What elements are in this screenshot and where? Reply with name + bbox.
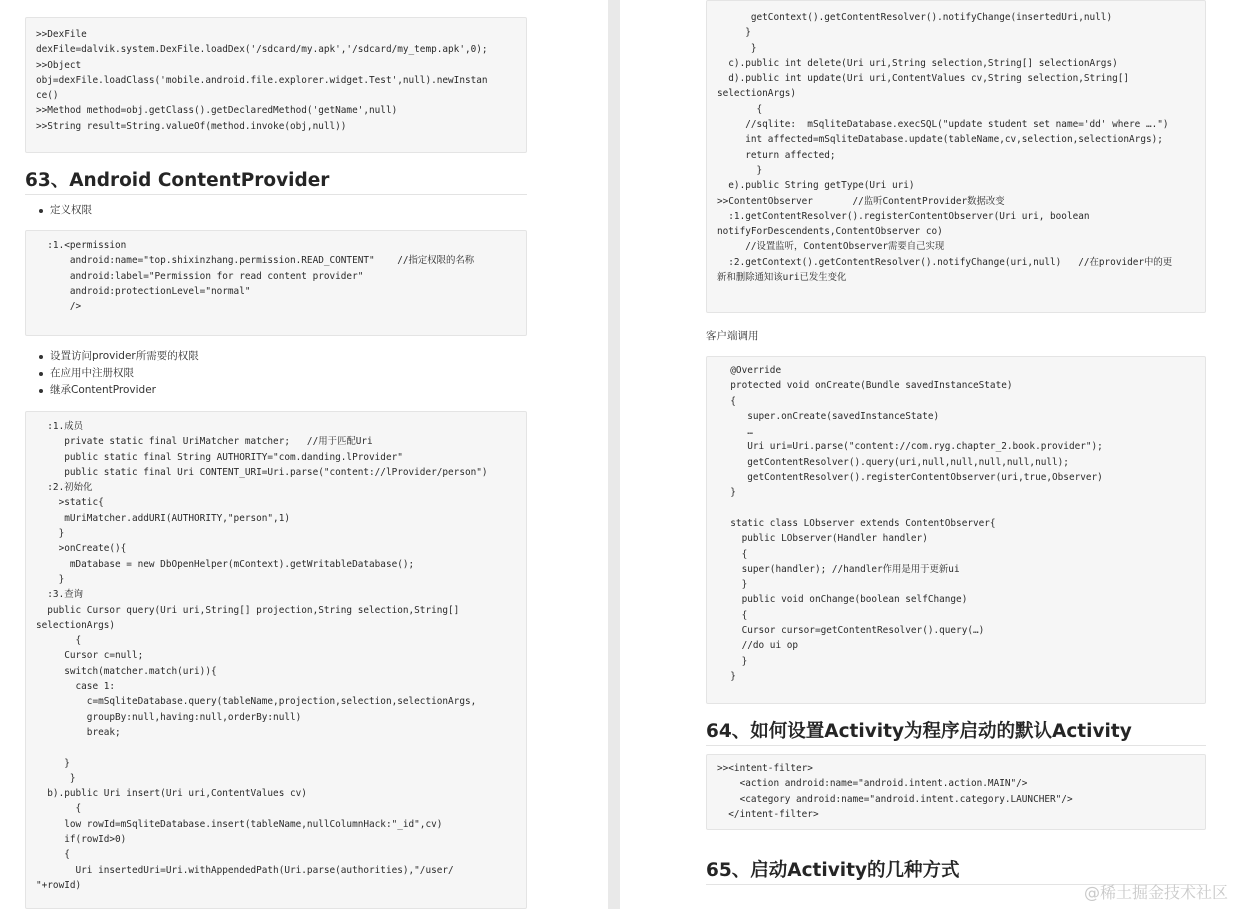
code-line <box>36 740 520 755</box>
code-line: c=mSqliteDatabase.query(tableName,projection,selection,selectionArgs, <box>36 696 477 708</box>
code-line: Uri uri=Uri.parse("content://com.ryg.chapter_2.book.provider"); <box>719 441 1103 453</box>
code-line: } <box>717 164 763 176</box>
code-line: } <box>36 573 65 585</box>
code-line: mUriMatcher.addURI(AUTHORITY,"person",1) <box>36 512 290 524</box>
code-line: Cursor c=null; <box>36 650 144 662</box>
code-line: getContentResolver().query(uri,null,null,null,null,null); <box>719 456 1069 468</box>
code-line: d).public int update(Uri uri,ContentValues cv,String selection,String[] <box>717 73 1130 85</box>
code-line: obj=dexFile.loadClass('mobile.android.file.explorer.widget.Test',null).newInstan <box>36 74 488 86</box>
code-line: dexFile=dalvik.system.DexFile.loadDex('/sdcard/my.apk','/sdcard/my_temp.apk',0); <box>36 44 488 56</box>
bullet-item: 设置访问provider所需要的权限 <box>25 348 199 365</box>
code-line: c).public int delete(Uri uri,String selection,String[] selectionArgs) <box>717 57 1118 69</box>
code-line: ce() <box>36 90 59 102</box>
code-line: private static final UriMatcher matcher; //用于匹配Uri <box>36 436 373 448</box>
code-line: getContentResolver().registerContentObserver(uri,true,Observer) <box>719 472 1103 484</box>
heading-63: 63、Android ContentProvider <box>25 166 527 195</box>
code-line: "+rowId) <box>36 879 82 891</box>
code-line: //sqlite: mSqliteDatabase.execSQL("update student set name='dd' where ….") <box>717 119 1169 131</box>
code-line: e).public String getType(Uri uri) <box>717 180 915 192</box>
code-line: >>Method method=obj.getClass().getDeclaredMethod('getName',null) <box>36 105 398 117</box>
code-line: { <box>719 548 748 560</box>
code-line: static class LObserver extends ContentObserver{ <box>719 517 996 529</box>
code-line: public static final Uri CONTENT_URI=Uri.parse("content://lProvider/person") <box>36 466 488 478</box>
code-line: Cursor cursor=getContentResolver().query(…) <box>719 625 985 637</box>
left-page <box>0 0 608 909</box>
code-line: } <box>36 528 65 540</box>
code-line: } <box>36 772 76 784</box>
code-line: >>Object <box>36 59 82 71</box>
code-line: { <box>36 803 82 815</box>
code-line: Uri insertedUri=Uri.withAppendedPath(Uri.parse(authorities),"/user/ <box>36 864 454 876</box>
code-line: :1.成员 <box>36 421 83 432</box>
bullet-list-provider-steps <box>25 348 199 399</box>
code-block-provider-continued <box>706 0 1206 313</box>
code-line: } <box>719 579 748 591</box>
code-line: :1.<permission <box>36 240 127 251</box>
code-line: protected void onCreate(Bundle savedInstanceState) <box>719 380 1013 392</box>
code-line: { <box>719 395 736 407</box>
code-line: notifyForDescendents,ContentObserver co) <box>717 226 943 238</box>
code-line: } <box>717 27 751 39</box>
code-line: switch(matcher.match(uri)){ <box>36 665 217 677</box>
code-line: groupBy:null,having:null,orderBy:null) <box>36 711 302 723</box>
code-line: … <box>719 426 753 438</box>
code-line: int affected=mSqliteDatabase.update(tableName,cv,selection,selectionArgs); <box>717 134 1163 146</box>
heading-65: 65、启动Activity的几种方式 <box>706 856 1206 885</box>
code-line: android:protectionLevel="normal" <box>36 285 251 297</box>
code-line: { <box>717 103 763 115</box>
code-line: if(rowId>0) <box>36 834 127 846</box>
code-line: 新和删除通知该uri已发生变化 <box>717 272 847 284</box>
code-line: } <box>36 757 70 769</box>
code-line: } <box>717 42 757 54</box>
code-line: :1.getContentResolver().registerContentObserver(Uri uri, boolean <box>717 210 1090 222</box>
bullet-item: 在应用中注册权限 <box>25 365 199 382</box>
code-line: /> <box>36 301 82 313</box>
code-block-provider <box>25 411 527 909</box>
code-line: selectionArgs) <box>36 619 116 631</box>
code-line: } <box>719 487 736 499</box>
code-line: <action android:name="android.intent.action.MAIN"/> <box>717 778 1028 790</box>
code-line: public static final String AUTHORITY="com.danding.lProvider" <box>36 451 403 463</box>
code-line: public Cursor query(Uri uri,String[] projection,String selection,String[] <box>36 604 460 616</box>
heading-64: 64、如何设置Activity为程序启动的默认Activity <box>706 717 1206 746</box>
code-line: >onCreate(){ <box>36 543 127 555</box>
code-line: case 1: <box>36 681 116 693</box>
code-line: { <box>36 635 82 647</box>
code-line: b).public Uri insert(Uri uri,ContentValues cv) <box>36 788 307 800</box>
code-line: //设置监听，ContentObserver需要自己实现 <box>717 241 945 253</box>
code-line <box>719 501 1199 516</box>
code-line: super(handler); //handler作用是用于更新ui <box>719 563 960 575</box>
right-page <box>620 0 1236 909</box>
code-line: >>String result=String.valueOf(method.invoke(obj,null)) <box>36 120 347 132</box>
code-line: :3.查询 <box>36 589 83 601</box>
code-line: @Override <box>719 365 782 376</box>
watermark: @稀土掘金技术社区 <box>1083 883 1228 902</box>
code-line: :2.初始化 <box>36 482 93 494</box>
code-line: getContext().getContentResolver().notifyChange(insertedUri,null) <box>717 12 1113 23</box>
bullet-item: 定义权限 <box>25 202 92 219</box>
code-line: mDatabase = new DbOpenHelper(mContext).getWritableDatabase(); <box>36 558 415 570</box>
code-line: break; <box>36 726 121 738</box>
code-line: selectionArgs) <box>717 88 797 100</box>
code-line: low rowId=mSqliteDatabase.insert(tableName,nullColumnHack:"_id",cv) <box>36 818 443 830</box>
code-line: >>DexFile <box>36 29 87 40</box>
code-block-dexfile <box>25 17 527 153</box>
code-line: public LObserver(Handler handler) <box>719 533 928 545</box>
code-line: android:label="Permission for read content provider" <box>36 270 364 282</box>
code-line: </intent-filter> <box>717 808 819 820</box>
code-block-intent-filter <box>706 754 1206 830</box>
code-line: :2.getContext().getContentResolver().notifyChange(uri,null) //在provider中的更 <box>717 256 1173 268</box>
client-call-label: 客户端调用 <box>706 330 759 342</box>
code-line: >><intent-filter> <box>717 763 813 774</box>
code-line: { <box>36 849 70 861</box>
code-line: >>ContentObserver //监听ContentProvider数据改变 <box>717 195 1005 207</box>
code-line: >static{ <box>36 497 104 509</box>
code-line: android:name="top.shixinzhang.permission.READ_CONTENT" //指定权限的名称 <box>36 255 475 267</box>
code-line: return affected; <box>717 149 836 161</box>
code-line: //do ui op <box>719 640 799 652</box>
code-block-permission <box>25 230 527 336</box>
bullet-list-define-permission <box>25 202 92 219</box>
code-line: } <box>719 655 748 667</box>
code-line: public void onChange(boolean selfChange) <box>719 594 968 606</box>
code-line: super.onCreate(savedInstanceState) <box>719 410 940 422</box>
code-line: } <box>719 670 736 682</box>
code-block-client <box>706 356 1206 704</box>
code-line: { <box>719 609 748 621</box>
bullet-item: 继承ContentProvider <box>25 382 199 399</box>
code-line: <category android:name="android.intent.category.LAUNCHER"/> <box>717 793 1073 805</box>
